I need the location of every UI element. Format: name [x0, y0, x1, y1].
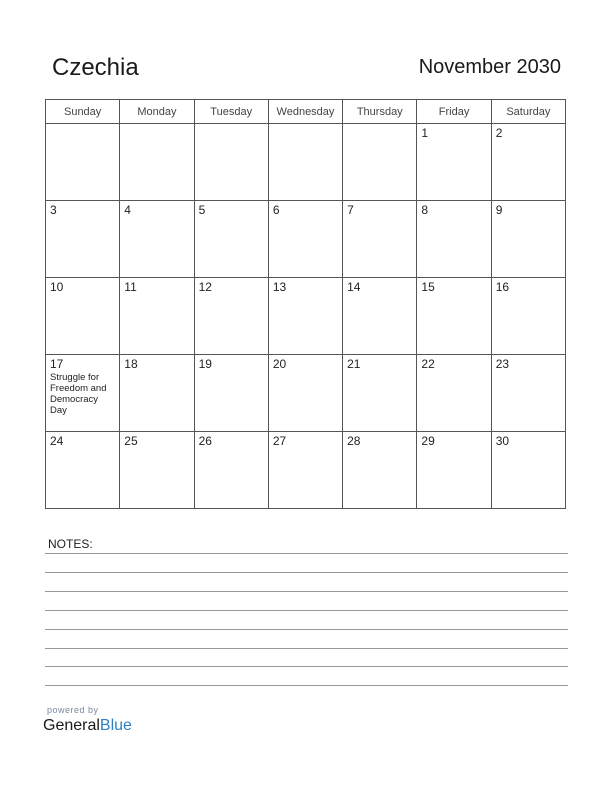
day-number: 13 — [272, 280, 287, 294]
day-number: 5 — [198, 203, 206, 217]
day-number: 9 — [495, 203, 503, 217]
brand-logo[interactable] — [43, 717, 132, 735]
day-number: 21 — [347, 357, 361, 371]
weekday-header-row — [46, 100, 566, 124]
day-number: 25 — [124, 434, 138, 448]
day-cell[interactable] — [194, 432, 268, 509]
day-cell[interactable] — [417, 124, 491, 201]
day-number: 23 — [495, 357, 510, 371]
day-number: 11 — [124, 280, 137, 294]
weekday-header: Monday — [120, 100, 194, 124]
day-cell[interactable] — [343, 432, 417, 509]
weekday-header: Wednesday — [268, 100, 342, 124]
day-number: 10 — [50, 280, 64, 294]
day-cell[interactable] — [343, 278, 417, 355]
empty-day-cell — [120, 124, 194, 201]
notes-line — [45, 685, 568, 686]
empty-day-cell — [268, 124, 342, 201]
weekday-header: Friday — [417, 100, 491, 124]
day-cell[interactable] — [491, 201, 565, 278]
notes-line — [45, 666, 568, 667]
brand-general: General — [43, 717, 100, 734]
day-number: 29 — [421, 434, 435, 448]
day-cell[interactable] — [194, 355, 268, 432]
week-row — [46, 201, 566, 278]
day-cell[interactable] — [417, 201, 491, 278]
day-number: 7 — [347, 203, 354, 217]
day-cell[interactable] — [491, 432, 565, 509]
day-number: 4 — [124, 203, 131, 217]
day-number: 22 — [421, 357, 435, 371]
notes-line — [45, 610, 568, 611]
calendar-grid — [45, 99, 566, 509]
day-cell[interactable] — [417, 355, 491, 432]
day-cell[interactable] — [268, 432, 342, 509]
day-cell[interactable] — [343, 201, 417, 278]
day-number: 27 — [272, 434, 287, 448]
day-cell[interactable] — [46, 201, 120, 278]
day-cell[interactable] — [417, 278, 491, 355]
day-cell[interactable] — [194, 201, 268, 278]
holiday-event: Struggle for Freedom and Democracy Day — [50, 372, 107, 416]
day-number: 2 — [495, 126, 503, 140]
day-number: 8 — [421, 203, 429, 217]
empty-day-cell — [46, 124, 120, 201]
notes-line — [45, 553, 568, 554]
notes-label: NOTES: — [48, 537, 93, 551]
weekday-header: Sunday — [46, 100, 120, 124]
weekday-header: Tuesday — [194, 100, 268, 124]
day-number: 3 — [50, 203, 57, 217]
notes-line — [45, 572, 568, 573]
week-row — [46, 124, 566, 201]
day-number: 24 — [50, 434, 64, 448]
day-cell[interactable] — [46, 355, 120, 432]
day-cell[interactable] — [120, 201, 194, 278]
day-cell[interactable] — [417, 432, 491, 509]
powered-by-text: powered by — [47, 705, 99, 715]
week-row — [46, 355, 566, 432]
day-cell[interactable] — [120, 278, 194, 355]
day-number: 1 — [421, 126, 429, 140]
empty-day-cell — [194, 124, 268, 201]
day-number: 14 — [347, 280, 361, 294]
day-cell[interactable] — [194, 278, 268, 355]
day-cell[interactable] — [491, 278, 565, 355]
week-row — [46, 432, 566, 509]
brand-blue: Blue — [99, 717, 132, 734]
weekday-header: Thursday — [343, 100, 417, 124]
day-number: 30 — [495, 434, 510, 448]
day-number: 15 — [421, 280, 435, 294]
week-row — [46, 278, 566, 355]
month-year-title: November 2030 — [418, 56, 561, 78]
day-cell[interactable] — [491, 124, 565, 201]
day-cell[interactable] — [120, 355, 194, 432]
day-cell[interactable] — [343, 355, 417, 432]
day-cell[interactable] — [491, 355, 565, 432]
day-cell[interactable] — [268, 355, 342, 432]
day-number: 6 — [272, 203, 280, 217]
notes-line — [45, 629, 568, 630]
day-number: 12 — [198, 280, 212, 294]
day-cell[interactable] — [268, 278, 342, 355]
weekday-header: Saturday — [491, 100, 565, 124]
day-number: 20 — [272, 357, 287, 371]
day-number: 16 — [495, 280, 510, 294]
day-number: 26 — [198, 434, 212, 448]
day-cell[interactable] — [120, 432, 194, 509]
day-number: 19 — [198, 357, 212, 371]
day-number: 17 — [50, 357, 64, 371]
notes-line — [45, 591, 568, 592]
day-number: 28 — [347, 434, 361, 448]
day-number: 18 — [124, 357, 138, 371]
empty-day-cell — [343, 124, 417, 201]
day-cell[interactable] — [268, 201, 342, 278]
day-cell[interactable] — [46, 278, 120, 355]
day-cell[interactable] — [46, 432, 120, 509]
country-title: Czechia — [52, 54, 139, 81]
notes-line — [45, 648, 568, 649]
